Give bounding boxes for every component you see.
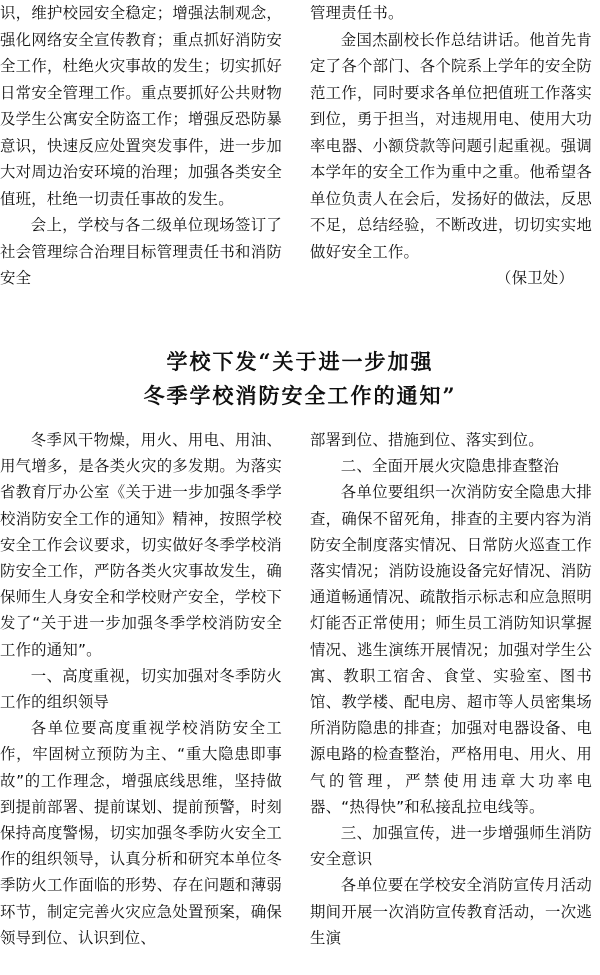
article1-right-column: [310, 0, 592, 292]
article1-paragraph-continued-right: 管理责任书。: [310, 4, 404, 22]
article2-paragraph-section1: 各单位要高度重视学校消防安全工作，牢固树立预防为主、“重大隐患即事故”的工作理念，增强底线思维，坚持做到提前部署、提前谋划、提前预警，时刻保持高度警惕，切实加强冬季防火安全工作的组织领导，认真分析和研究本单位冬季防火工作面临的形势、存在问题和薄弱环节，制定完善火灾应急处置预案，确保领导到位、认识到位、: [0, 719, 282, 947]
article2-paragraph-intro: 冬季风干物燥，用火、用电、用油、用气增多，是各类火灾的多发期。为落实省教育厅办公室《关于进一步加强冬季学校消防安全工作的通知》精神，按照学校安全工作会议要求，切实做好冬季学校消防安全工作，严防各类火灾事故发生，确保师生人身安全和学校财产安全，学校下发了“关于进一步加强冬季学校消防安全工作的通知”。: [0, 431, 282, 659]
article1-paragraph-summary: 金国杰副校长作总结讲话。他首先肯定了各个部门、各个院系上学年的安全防范工作，同时要求各单位把值班工作落实到位，勇于担当，对违规用电、使用大功率电器、小额贷款等问题引起重视。强调本学年的安全工作为重中之重。他希望各单位负责人在会后，发扬好的做法，反思不足，总结经验，不断改进，切切实实地做好安全工作。: [310, 30, 592, 261]
article2-title-line2: 冬季学校消防安全工作的通知”: [143, 383, 457, 408]
article1-byline: （保卫处）: [496, 269, 574, 287]
article2-section-heading-2: 二、全面开展火灾隐患排查整治: [340, 457, 560, 476]
article2-left-column: [0, 427, 282, 951]
article2-paragraph-section3: 各单位要在学校安全消防宣传月活动期间开展一次消防宣传教育活动，一次逃生演: [310, 876, 592, 947]
article1-left-column: [0, 0, 282, 292]
article1-paragraph-continued: 识，维护校园安全稳定；增强法制观念，强化网络安全宣传教育；重点抓好消防安全工作，杜绝火灾事故的发生；切实抓好日常安全管理工作。重点要抓好公共财物及学生公寓安全防盗工作；增强反恐防暴意识，快速反应处置突发事件，进一步加大对周边治安环境的治理；加强各类安全值班，杜绝一切责任事故的发生。: [0, 4, 282, 208]
article2-paragraph-continued: 部署到位、措施到位、落实到位。: [310, 431, 544, 449]
article2-section-heading-1: 一、高度重视，切实加强对冬季防火工作的组织领导: [0, 666, 282, 712]
article2-right-column: [310, 427, 592, 951]
article2-section-heading-3: 三、加强宣传，进一步增强师生消防安全意识: [310, 824, 592, 869]
article2-paragraph-section2: 各单位要组织一次消防安全隐患大排查，确保不留死角，排查的主要内容为消防安全制度落实情况、日常防火巡查工作落实情况；消防设施设备完好情况、消防通道畅通情况、疏散指示标志和应急照明灯能否正常使用；师生员工消防知识掌握情况、逃生演练开展情况；加强对学生公寓、教职工宿舍、食堂、实验室、图书馆、教学楼、配电房、超市等人员密集场所消防隐患的排查；加强对电器设备、电源电路的检查整治，严格用电、用火、用气的管理，严禁使用违章大功率电器、“热得快”和私接乱拉电线等。: [310, 483, 592, 816]
article2-title-line1: 学校下发“关于进一步加强: [166, 349, 434, 374]
article1-paragraph-signing: 会上，学校与各二级单位现场签订了社会管理综合治理目标管理责任书和消防安全: [0, 216, 282, 287]
